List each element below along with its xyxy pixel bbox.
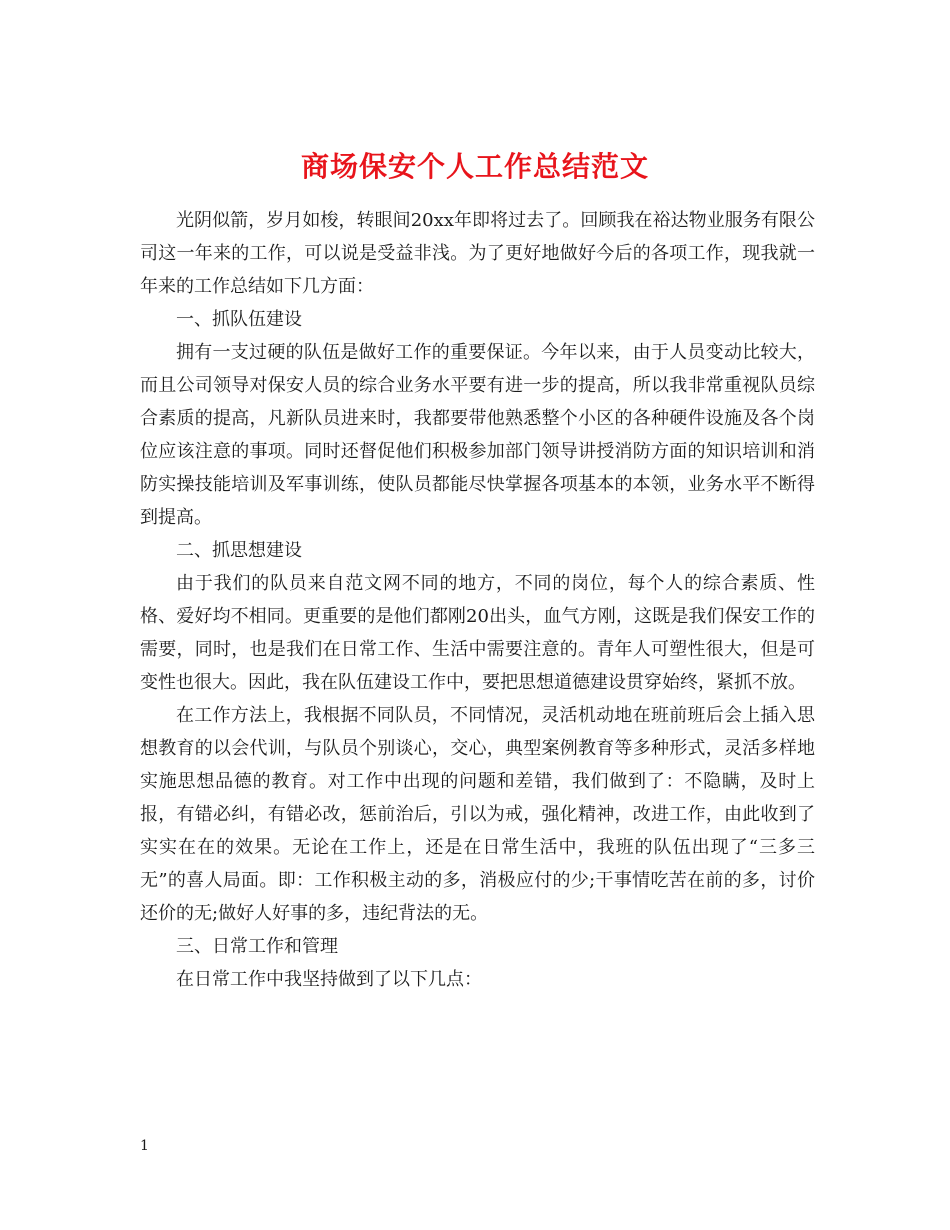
paragraph-intro: 光阴似箭，岁月如梭，转眼间20xx年即将过去了。回顾我在裕达物业服务有限公司这一年来的工作，可以说是受益非浅。为了更好地做好今后的各项工作，现我就一年来的工作总结如下几方面： [140,210,815,297]
paragraph-team-building: 拥有一支过硬的队伍是做好工作的重要保证。今年以来，由于人员变动比较大，而且公司领导对保安人员的综合业务水平要有进一步的提高，所以我非常重视队员综合素质的提高，凡新队员进来时，我都要带他熟悉整个小区的各种硬件设施及各个岗位应该注意的事项。同时还督促他们积极参加部门领导讲授消防方面的知识培训和消防实操技能培训及军事训练，使队员都能尽快掌握各项基本的本领，业务水平不断得到提高。 [140,342,815,528]
page-number: 1 [140,1138,149,1154]
section-heading-team-building: 一、抓队伍建设 [176,309,302,330]
document-body [140,204,815,996]
paragraph-work-method: 在工作方法上，我根据不同队员，不同情况，灵活机动地在班前班后会上插入思想教育的以会代训，与队员个别谈心，交心，典型案例教育等多种形式，灵活多样地实施思想品德的教育。对工作中出现的问题和差错，我们做到了：不隐瞒，及时上报，有错必纠，有错必改，惩前治后，引以为戒，强化精神，改进工作，由此收到了实实在在的效果。无论在工作上，还是在日常生活中，我班的队伍出现了“三多三无”的喜人局面。即：工作积极主动的多，消极应付的少;干事情吃苦在前的多，讨价还价的无;做好人好事的多，违纪背法的无。 [140,705,815,924]
section-heading-ideology: 二、抓思想建设 [176,540,302,561]
paragraph-ideology: 由于我们的队员来自范文网不同的地方，不同的岗位，每个人的综合素质、性格、爱好均不相同。更重要的是他们都刚20出头，血气方刚，这既是我们保安工作的需要，同时，也是我们在日常工作、生活中需要注意的。青年人可塑性很大，但是可变性也很大。因此，我在队伍建设工作中，要把思想道德建设贯穿始终，紧抓不放。 [140,573,815,693]
paragraph-daily-work: 在日常工作中我坚持做到了以下几点： [176,969,482,990]
document-title: 商场保安个人工作总结范文 [300,149,649,183]
section-heading-daily-work: 三、日常工作和管理 [176,936,338,957]
